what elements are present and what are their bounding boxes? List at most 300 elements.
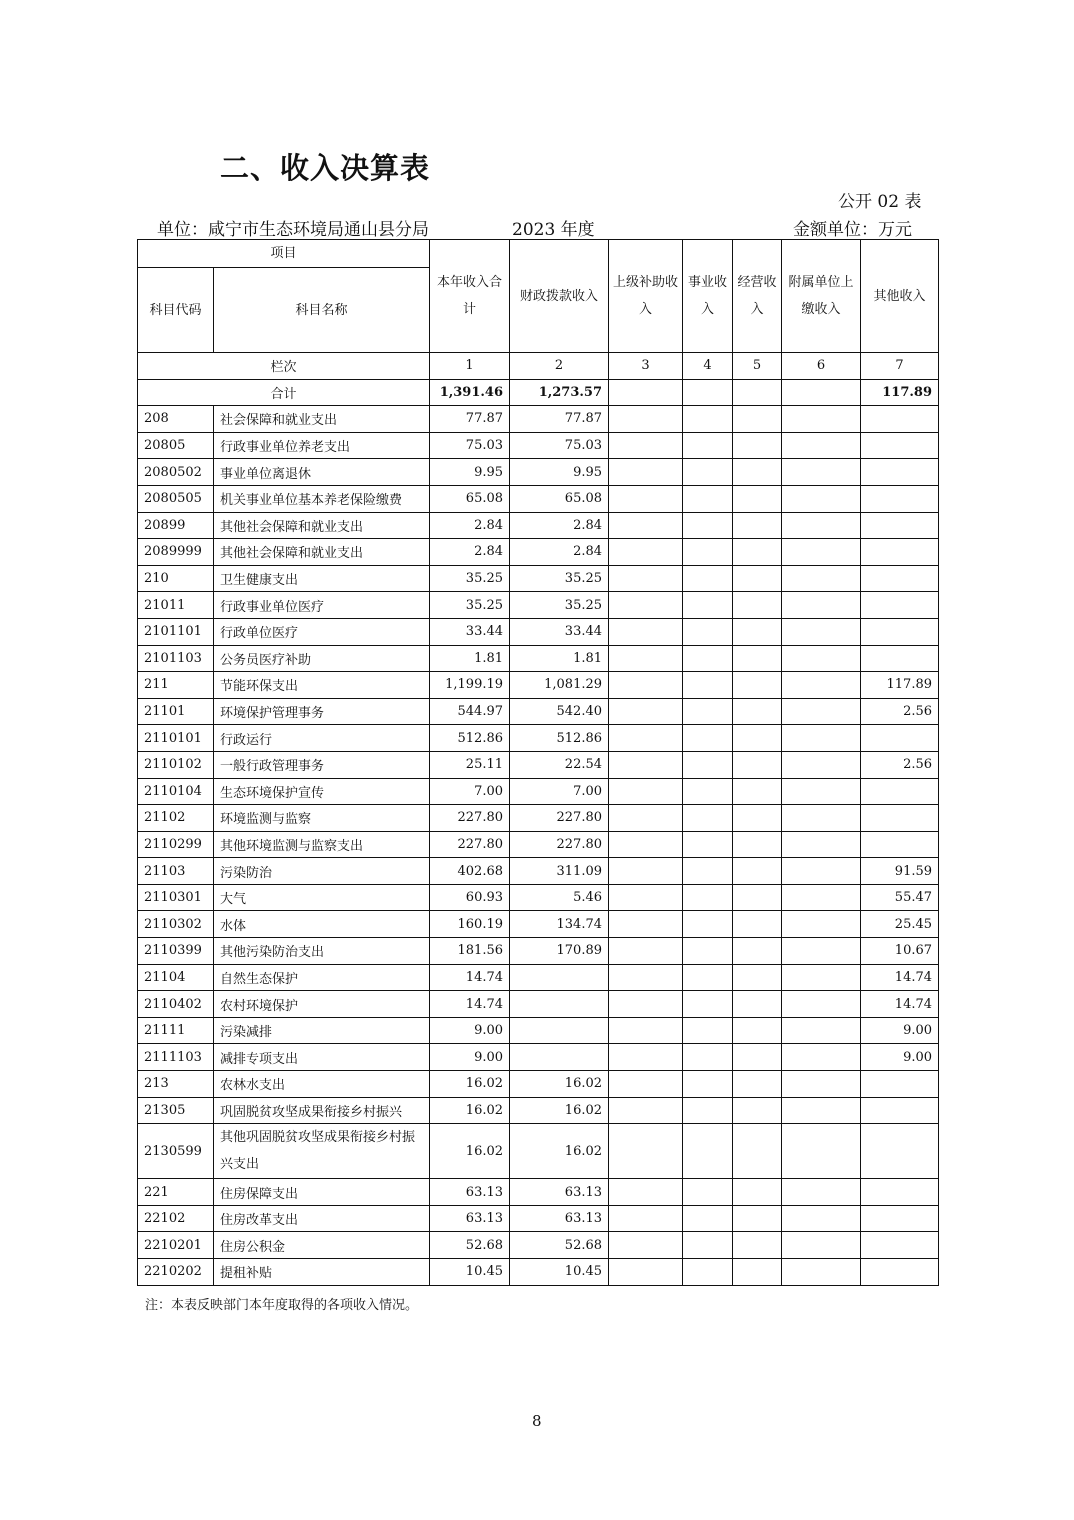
total-c1: 1,391.46 [430, 379, 510, 406]
table-row [138, 1071, 939, 1098]
cell-total-income: 63.13 [430, 1205, 510, 1232]
cell-business-income [683, 778, 733, 805]
cell-name: 污染减排 [214, 1017, 430, 1044]
cell-other-income [861, 1097, 939, 1124]
total-c6 [782, 379, 861, 406]
cell-code: 2130599 [138, 1124, 214, 1179]
cell-affiliate-income [782, 1205, 861, 1232]
cell-operating-income [733, 698, 782, 725]
cell-operating-income [733, 1205, 782, 1232]
cell-operating-income [733, 1097, 782, 1124]
cell-superior-subsidy [609, 406, 683, 433]
cell-superior-subsidy [609, 884, 683, 911]
cell-other-income [861, 459, 939, 486]
cell-affiliate-income [782, 592, 861, 619]
cell-superior-subsidy [609, 485, 683, 512]
index-cell: 7 [861, 353, 939, 380]
cell-fiscal-allocation: 512.86 [510, 725, 609, 752]
cell-superior-subsidy [609, 565, 683, 592]
cell-other-income [861, 539, 939, 566]
cell-name: 其他社会保障和就业支出 [214, 539, 430, 566]
cell-fiscal-allocation: 2.84 [510, 512, 609, 539]
cell-name: 提租补贴 [214, 1259, 430, 1286]
cell-name: 行政事业单位养老支出 [214, 432, 430, 459]
cell-total-income: 35.25 [430, 592, 510, 619]
cell-total-income: 181.56 [430, 938, 510, 965]
cell-code: 221 [138, 1179, 214, 1206]
money-unit: 金额单位：万元 [793, 220, 912, 240]
table-row [138, 512, 939, 539]
cell-total-income: 14.74 [430, 991, 510, 1018]
cell-total-income: 10.45 [430, 1259, 510, 1286]
cell-other-income [861, 1124, 939, 1179]
cell-name: 减排专项支出 [214, 1044, 430, 1071]
cell-name: 社会保障和就业支出 [214, 406, 430, 433]
cell-business-income [683, 831, 733, 858]
cell-code: 210 [138, 565, 214, 592]
cell-affiliate-income [782, 725, 861, 752]
cell-code: 21101 [138, 698, 214, 725]
cell-operating-income [733, 565, 782, 592]
cell-affiliate-income [782, 459, 861, 486]
cell-other-income: 2.56 [861, 751, 939, 778]
total-label: 合计 [138, 379, 430, 406]
cell-fiscal-allocation: 52.68 [510, 1232, 609, 1259]
header-row-1 [138, 240, 939, 268]
cell-fiscal-allocation: 35.25 [510, 592, 609, 619]
cell-affiliate-income [782, 884, 861, 911]
cell-code: 2110302 [138, 911, 214, 938]
cell-superior-subsidy [609, 1097, 683, 1124]
cell-business-income [683, 1044, 733, 1071]
cell-other-income [861, 645, 939, 672]
cell-superior-subsidy [609, 1071, 683, 1098]
cell-other-income [861, 565, 939, 592]
cell-operating-income [733, 672, 782, 699]
cell-operating-income [733, 964, 782, 991]
cell-affiliate-income [782, 1124, 861, 1179]
total-c5 [733, 379, 782, 406]
cell-name: 环境监测与监察 [214, 805, 430, 832]
cell-operating-income [733, 432, 782, 459]
cell-fiscal-allocation: 7.00 [510, 778, 609, 805]
cell-total-income: 16.02 [430, 1071, 510, 1098]
cell-affiliate-income [782, 1179, 861, 1206]
cell-affiliate-income [782, 432, 861, 459]
cell-name: 水体 [214, 911, 430, 938]
table-row [138, 1097, 939, 1124]
cell-other-income [861, 592, 939, 619]
cell-other-income [861, 831, 939, 858]
cell-fiscal-allocation: 170.89 [510, 938, 609, 965]
cell-affiliate-income [782, 698, 861, 725]
cell-name: 环境保护管理事务 [214, 698, 430, 725]
index-cell: 2 [510, 353, 609, 380]
cell-name: 公务员医疗补助 [214, 645, 430, 672]
cell-affiliate-income [782, 991, 861, 1018]
cell-affiliate-income [782, 618, 861, 645]
cell-total-income: 52.68 [430, 1232, 510, 1259]
cell-code: 22102 [138, 1205, 214, 1232]
cell-business-income [683, 751, 733, 778]
table-row [138, 1259, 939, 1286]
index-cell: 4 [683, 353, 733, 380]
total-c3 [609, 379, 683, 406]
cell-superior-subsidy [609, 831, 683, 858]
cell-affiliate-income [782, 778, 861, 805]
cell-other-income [861, 805, 939, 832]
cell-other-income [861, 1179, 939, 1206]
cell-fiscal-allocation: 227.80 [510, 805, 609, 832]
cell-affiliate-income [782, 1097, 861, 1124]
cell-superior-subsidy [609, 1044, 683, 1071]
cell-superior-subsidy [609, 991, 683, 1018]
cell-superior-subsidy [609, 805, 683, 832]
cell-other-income [861, 485, 939, 512]
table-row [138, 459, 939, 486]
cell-business-income [683, 406, 733, 433]
cell-fiscal-allocation [510, 964, 609, 991]
cell-affiliate-income [782, 1259, 861, 1286]
unit-label: 单位：咸宁市生态环境局通山县分局 [157, 220, 429, 240]
cell-operating-income [733, 884, 782, 911]
cell-business-income [683, 1205, 733, 1232]
cell-code: 2110301 [138, 884, 214, 911]
table-row [138, 1179, 939, 1206]
cell-fiscal-allocation: 227.80 [510, 831, 609, 858]
cell-total-income: 160.19 [430, 911, 510, 938]
cell-superior-subsidy [609, 751, 683, 778]
cell-name: 行政事业单位医疗 [214, 592, 430, 619]
header-col1: 本年收入合计 [430, 240, 510, 353]
cell-code: 21104 [138, 964, 214, 991]
cell-name: 大气 [214, 884, 430, 911]
cell-affiliate-income [782, 1017, 861, 1044]
cell-operating-income [733, 1044, 782, 1071]
cell-other-income [861, 1071, 939, 1098]
cell-operating-income [733, 991, 782, 1018]
cell-superior-subsidy [609, 858, 683, 885]
cell-operating-income [733, 1232, 782, 1259]
table-row [138, 858, 939, 885]
cell-code: 21103 [138, 858, 214, 885]
cell-business-income [683, 1259, 733, 1286]
cell-affiliate-income [782, 406, 861, 433]
header-col3: 上级补助收入 [609, 240, 683, 353]
cell-operating-income [733, 778, 782, 805]
cell-operating-income [733, 618, 782, 645]
header-col6: 附属单位上缴收入 [782, 240, 861, 353]
cell-total-income: 7.00 [430, 778, 510, 805]
cell-total-income: 33.44 [430, 618, 510, 645]
cell-fiscal-allocation: 1,081.29 [510, 672, 609, 699]
table-row [138, 884, 939, 911]
income-table [137, 239, 939, 1286]
table-row [138, 938, 939, 965]
cell-fiscal-allocation: 16.02 [510, 1124, 609, 1179]
page-number: 8 [532, 1412, 542, 1430]
cell-business-income [683, 938, 733, 965]
cell-fiscal-allocation [510, 1017, 609, 1044]
cell-total-income: 2.84 [430, 512, 510, 539]
cell-operating-income [733, 938, 782, 965]
cell-operating-income [733, 805, 782, 832]
cell-fiscal-allocation: 5.46 [510, 884, 609, 911]
table-row [138, 778, 939, 805]
table-row [138, 1232, 939, 1259]
cell-superior-subsidy [609, 432, 683, 459]
cell-other-income: 2.56 [861, 698, 939, 725]
cell-fiscal-allocation: 77.87 [510, 406, 609, 433]
cell-superior-subsidy [609, 1017, 683, 1044]
header-col2: 财政拨款收入 [510, 240, 609, 353]
total-c4 [683, 379, 733, 406]
cell-business-income [683, 805, 733, 832]
cell-business-income [683, 592, 733, 619]
cell-name: 行政运行 [214, 725, 430, 752]
table-note: 注：本表反映部门本年度取得的各项收入情况。 [145, 1298, 419, 1313]
index-cell: 5 [733, 353, 782, 380]
cell-superior-subsidy [609, 592, 683, 619]
cell-total-income: 16.02 [430, 1124, 510, 1179]
cell-total-income: 227.80 [430, 831, 510, 858]
cell-operating-income [733, 459, 782, 486]
cell-fiscal-allocation: 65.08 [510, 485, 609, 512]
index-cell: 3 [609, 353, 683, 380]
cell-code: 2080505 [138, 485, 214, 512]
cell-operating-income [733, 725, 782, 752]
cell-code: 21102 [138, 805, 214, 832]
cell-code: 2101101 [138, 618, 214, 645]
cell-affiliate-income [782, 539, 861, 566]
cell-business-income [683, 964, 733, 991]
cell-business-income [683, 645, 733, 672]
cell-fiscal-allocation: 75.03 [510, 432, 609, 459]
cell-operating-income [733, 1071, 782, 1098]
cell-operating-income [733, 485, 782, 512]
cell-operating-income [733, 645, 782, 672]
cell-operating-income [733, 1259, 782, 1286]
table-row [138, 592, 939, 619]
cell-fiscal-allocation: 10.45 [510, 1259, 609, 1286]
cell-operating-income [733, 1017, 782, 1044]
cell-affiliate-income [782, 751, 861, 778]
cell-fiscal-allocation: 2.84 [510, 539, 609, 566]
cell-total-income: 2.84 [430, 539, 510, 566]
cell-name: 自然生态保护 [214, 964, 430, 991]
cell-total-income: 227.80 [430, 805, 510, 832]
cell-total-income: 402.68 [430, 858, 510, 885]
cell-superior-subsidy [609, 645, 683, 672]
table-row [138, 725, 939, 752]
cell-business-income [683, 672, 733, 699]
cell-affiliate-income [782, 858, 861, 885]
cell-superior-subsidy [609, 938, 683, 965]
cell-business-income [683, 459, 733, 486]
cell-name: 住房公积金 [214, 1232, 430, 1259]
cell-affiliate-income [782, 1232, 861, 1259]
header-col7: 其他收入 [861, 240, 939, 353]
page-title: 二、收入决算表 [220, 151, 431, 185]
table-row [138, 991, 939, 1018]
cell-affiliate-income [782, 964, 861, 991]
total-row [138, 379, 939, 406]
cell-total-income: 65.08 [430, 485, 510, 512]
cell-business-income [683, 565, 733, 592]
cell-fiscal-allocation: 311.09 [510, 858, 609, 885]
table-row [138, 672, 939, 699]
cell-other-income: 14.74 [861, 964, 939, 991]
cell-code: 2110402 [138, 991, 214, 1018]
cell-affiliate-income [782, 565, 861, 592]
cell-name: 行政单位医疗 [214, 618, 430, 645]
cell-affiliate-income [782, 1071, 861, 1098]
cell-code: 2110399 [138, 938, 214, 965]
cell-fiscal-allocation: 16.02 [510, 1071, 609, 1098]
table-row [138, 645, 939, 672]
cell-business-income [683, 618, 733, 645]
cell-name: 其他社会保障和就业支出 [214, 512, 430, 539]
cell-total-income: 25.11 [430, 751, 510, 778]
table-row [138, 911, 939, 938]
cell-other-income [861, 725, 939, 752]
cell-other-income [861, 1205, 939, 1232]
cell-fiscal-allocation: 33.44 [510, 618, 609, 645]
cell-other-income [861, 618, 939, 645]
cell-superior-subsidy [609, 1179, 683, 1206]
cell-total-income: 35.25 [430, 565, 510, 592]
cell-code: 2080502 [138, 459, 214, 486]
cell-superior-subsidy [609, 512, 683, 539]
cell-fiscal-allocation: 9.95 [510, 459, 609, 486]
cell-code: 2101103 [138, 645, 214, 672]
cell-superior-subsidy [609, 618, 683, 645]
cell-total-income: 14.74 [430, 964, 510, 991]
cell-total-income: 77.87 [430, 406, 510, 433]
table-row [138, 618, 939, 645]
cell-operating-income [733, 406, 782, 433]
cell-business-income [683, 725, 733, 752]
cell-operating-income [733, 1124, 782, 1179]
cell-name: 其他巩固脱贫攻坚成果衔接乡村振兴支出 [214, 1124, 430, 1179]
cell-code: 2210201 [138, 1232, 214, 1259]
cell-name: 生态环境保护宣传 [214, 778, 430, 805]
cell-affiliate-income [782, 672, 861, 699]
cell-code: 21305 [138, 1097, 214, 1124]
cell-total-income: 544.97 [430, 698, 510, 725]
cell-superior-subsidy [609, 539, 683, 566]
cell-total-income: 60.93 [430, 884, 510, 911]
table-row [138, 805, 939, 832]
cell-total-income: 75.03 [430, 432, 510, 459]
cell-name: 一般行政管理事务 [214, 751, 430, 778]
lanci-label: 栏次 [138, 353, 430, 380]
cell-operating-income [733, 858, 782, 885]
cell-fiscal-allocation [510, 1044, 609, 1071]
cell-fiscal-allocation: 16.02 [510, 1097, 609, 1124]
cell-fiscal-allocation [510, 991, 609, 1018]
cell-code: 21111 [138, 1017, 214, 1044]
cell-other-income: 9.00 [861, 1044, 939, 1071]
cell-other-income: 117.89 [861, 672, 939, 699]
table-row [138, 1017, 939, 1044]
cell-name: 其他污染防治支出 [214, 938, 430, 965]
header-col5: 经营收入 [733, 240, 782, 353]
cell-affiliate-income [782, 805, 861, 832]
cell-other-income: 55.47 [861, 884, 939, 911]
cell-business-income [683, 1071, 733, 1098]
cell-operating-income [733, 1179, 782, 1206]
cell-other-income: 14.74 [861, 991, 939, 1018]
cell-name: 住房保障支出 [214, 1179, 430, 1206]
table-row [138, 1205, 939, 1232]
cell-total-income: 16.02 [430, 1097, 510, 1124]
cell-affiliate-income [782, 911, 861, 938]
cell-code: 213 [138, 1071, 214, 1098]
table-row [138, 1124, 939, 1179]
table-row [138, 565, 939, 592]
cell-total-income: 9.00 [430, 1044, 510, 1071]
table-row [138, 831, 939, 858]
cell-code: 2110101 [138, 725, 214, 752]
header-project: 项目 [138, 240, 430, 268]
cell-total-income: 512.86 [430, 725, 510, 752]
cell-code: 2210202 [138, 1259, 214, 1286]
table-row [138, 432, 939, 459]
cell-superior-subsidy [609, 672, 683, 699]
table-row [138, 698, 939, 725]
cell-business-income [683, 1097, 733, 1124]
index-row [138, 353, 939, 380]
cell-superior-subsidy [609, 698, 683, 725]
cell-other-income [861, 432, 939, 459]
form-number: 公开 02 表 [838, 192, 922, 212]
cell-affiliate-income [782, 831, 861, 858]
cell-code: 20805 [138, 432, 214, 459]
cell-name: 事业单位离退休 [214, 459, 430, 486]
cell-name: 污染防治 [214, 858, 430, 885]
cell-code: 208 [138, 406, 214, 433]
cell-name: 住房改革支出 [214, 1205, 430, 1232]
header-name: 科目名称 [214, 268, 430, 353]
cell-business-income [683, 991, 733, 1018]
cell-business-income [683, 432, 733, 459]
cell-total-income: 1.81 [430, 645, 510, 672]
cell-affiliate-income [782, 512, 861, 539]
cell-other-income: 10.67 [861, 938, 939, 965]
table-row [138, 1044, 939, 1071]
cell-name: 农村环境保护 [214, 991, 430, 1018]
cell-code: 2111103 [138, 1044, 214, 1071]
cell-business-income [683, 1017, 733, 1044]
cell-business-income [683, 698, 733, 725]
cell-fiscal-allocation: 35.25 [510, 565, 609, 592]
cell-business-income [683, 884, 733, 911]
header-col4: 事业收入 [683, 240, 733, 353]
cell-superior-subsidy [609, 1205, 683, 1232]
cell-other-income [861, 1259, 939, 1286]
cell-name: 农林水支出 [214, 1071, 430, 1098]
cell-fiscal-allocation: 1.81 [510, 645, 609, 672]
cell-total-income: 9.95 [430, 459, 510, 486]
cell-business-income [683, 512, 733, 539]
cell-operating-income [733, 539, 782, 566]
fiscal-year: 2023 年度 [512, 220, 595, 240]
table-row [138, 485, 939, 512]
index-cell: 1 [430, 353, 510, 380]
cell-superior-subsidy [609, 778, 683, 805]
cell-business-income [683, 1232, 733, 1259]
